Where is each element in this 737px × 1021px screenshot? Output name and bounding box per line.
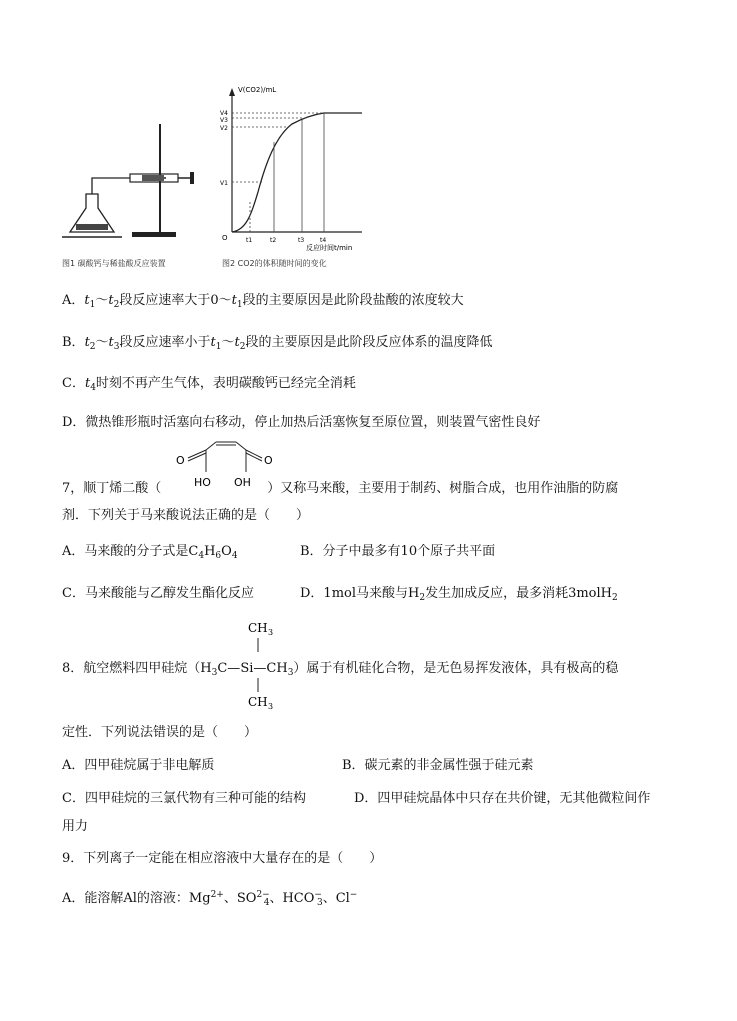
q7-stem-line2: 剂．下列关于马来酸说法正确的是（ ） [62,508,310,523]
y-tick-label: V2 [220,125,228,132]
y-axis-label: V(CO2)/mL [238,86,277,94]
svg-text:3: 3 [268,702,274,710]
hydroxyl-label: HO [194,476,211,489]
y-tick-label: V1 [220,180,228,187]
q8-option-d: D．四甲硅烷晶体中只存在共价键，无其他微粒间作 [354,791,651,806]
q8-option-b: B．碳元素的非金属性强于硅元素 [342,758,534,773]
q7-option-a: A．马来酸的分子式是$C_4H_6O_4$ [62,544,238,561]
y-tick-label: V4 [220,110,228,117]
figure1-caption: 图1 碳酸钙与稀盐酸反应装置 [62,259,166,268]
q7-option-b: B．分子中最多有10个原子共平面 [300,544,496,559]
q9-stem: 9．下列离子一定能在相应溶液中大量存在的是（ ） [62,851,383,866]
x-tick-label: t4 [320,237,327,244]
q8-option-d-cont: 用力 [62,819,89,834]
q8-option-a: A．四甲硅烷属于非电解质 [62,758,215,773]
hydroxyl-label: OH [234,476,251,489]
q6-option-c: C．$t_4$时刻不再产生气体，表明碳酸钙已经完全消耗 [62,376,356,393]
x-tick-label: t3 [298,237,305,244]
svg-text:3: 3 [268,628,274,637]
methyl-label: CH [248,695,268,709]
x-tick-label: t1 [246,237,253,244]
experiment-figure [62,82,372,272]
q6-option-b: B．$t_2\sim t_3$段反应速率小于$t_1\sim t_2$段的主要原因是此阶段反应体系的温度降低 [62,335,493,352]
q8-stem-line2: 定性．下列说法错误的是（ ） [62,725,258,740]
q7-stem-line1: 7，顺丁烯二酸（ ）又称马来酸，主要用于制药、树脂合成，也用作油脂的防腐 [62,481,619,496]
q6-option-a: A．$t_1\sim t_2$段反应速率大于$0\sim t_1$段的主要原因是此阶段盐酸的浓度较大 [62,293,464,310]
oxygen-label: O [176,454,185,467]
q7-option-d: D．1mol马来酸与$H_2$发生加成反应，最多消耗3molH$_2$ [300,586,618,603]
figure2-caption: 图2 CO2的体积随时间的变化 [222,259,327,268]
apparatus-and-graph [62,82,372,272]
q9-option-a: A．能溶解Al的溶液：$Mg^{2+}$、$SO^{2-}_4$、$HCO^-_3$、Cl− [62,890,358,908]
q8-option-c: C．四甲硅烷的三氯代物有三种可能的结构 [62,791,306,806]
x-axis-label: 反应时间t/min [306,244,353,252]
origin-label: O [222,234,228,242]
q6-option-d: D．微热锥形瓶时活塞向右移动，停止加热后活塞恢复至原位置，则装置气密性良好 [62,415,541,430]
y-tick-label: V3 [220,117,228,124]
oxygen-label: O [264,454,273,467]
methyl-label: CH [248,621,268,635]
q7-option-c: C．马来酸能与乙醇发生酯化反应 [62,586,254,601]
x-tick-label: t2 [270,237,277,244]
q8-stem-line1: 8．航空燃料四甲硅烷$(H_3C—Si—CH_3)$属于有机硅化合物，是无色易挥发液体，具有极高的稳 [62,661,619,678]
